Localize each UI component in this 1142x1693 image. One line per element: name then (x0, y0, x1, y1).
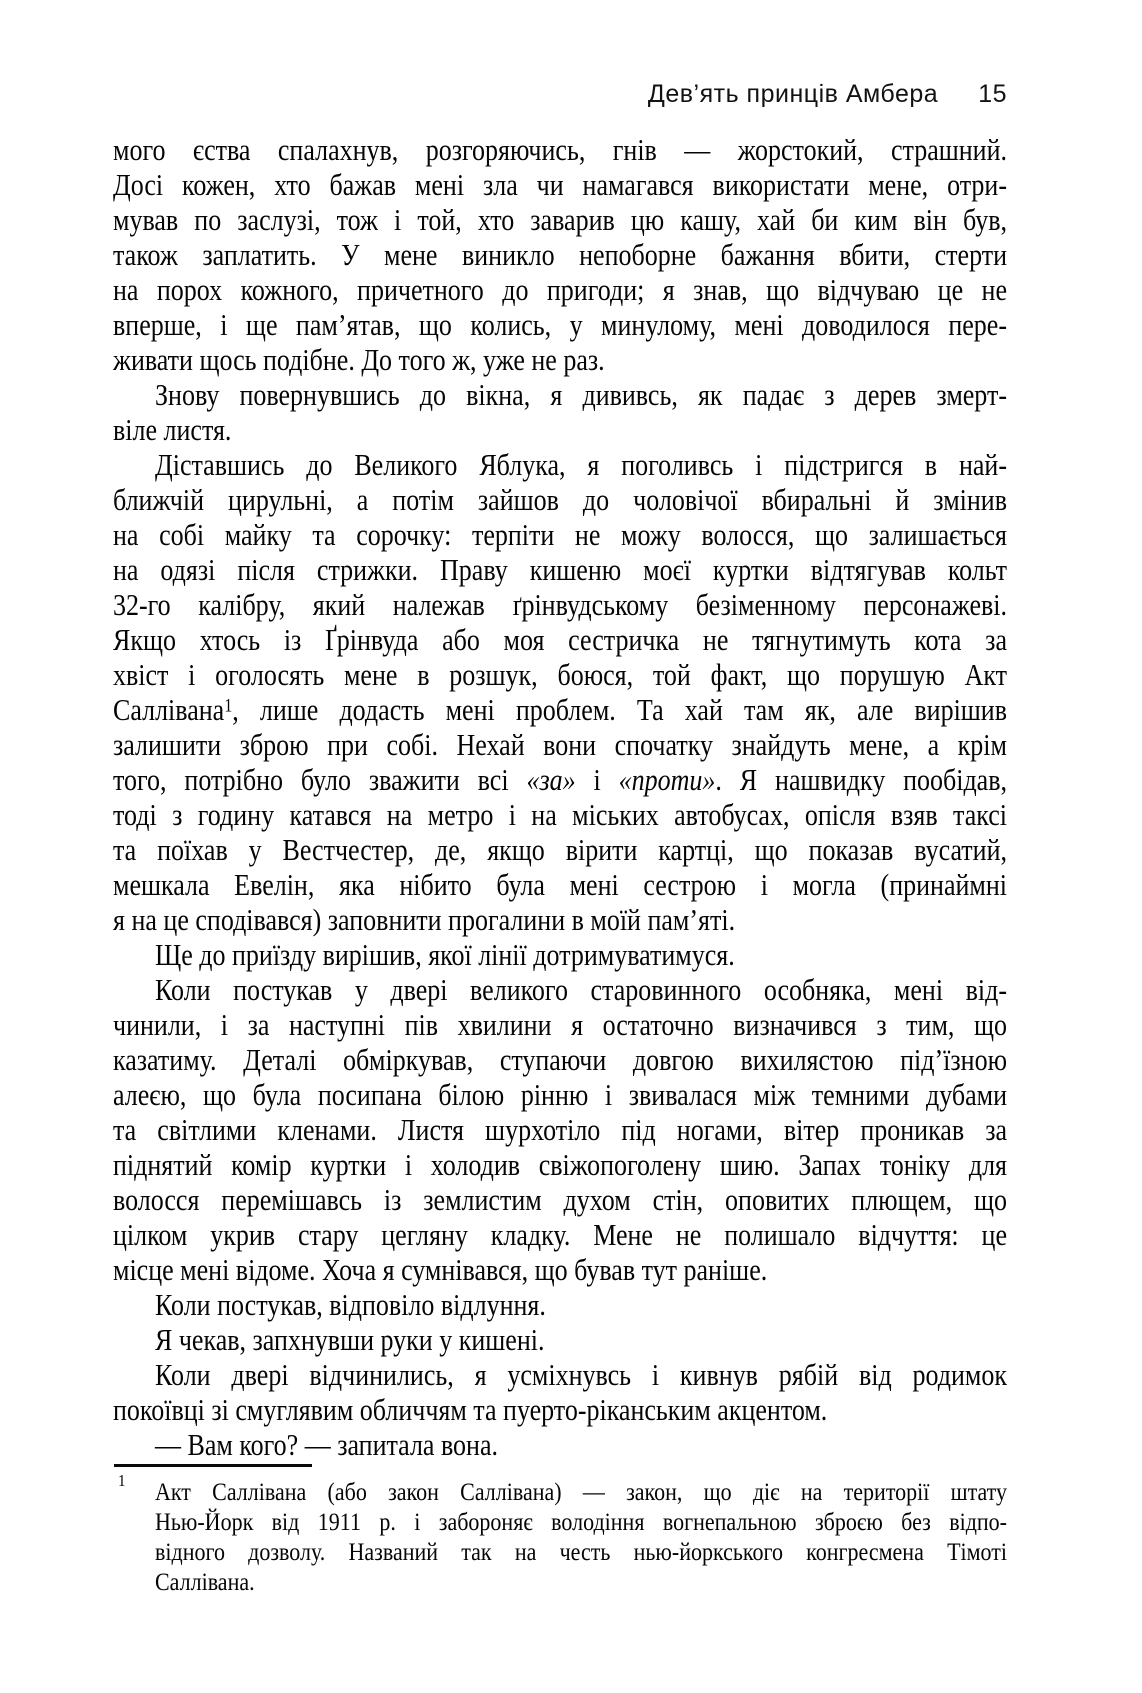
text-line: Якщо хтось із Ґрінвуда або моя сестричка не тягнутимуть кота за (113, 623, 1007, 657)
running-title: Дев’ять принців Амбера (647, 80, 939, 108)
text-line: того, потрібно було зважити всі «за» і «проти». Я нашвидку пообідав, (113, 763, 1007, 797)
running-header (113, 80, 1007, 109)
text-line: казатиму. Деталі обміркував, ступаючи довгою вихилястою під’їзною (113, 1043, 1007, 1077)
text-line: місце мені відоме. Хоча я сумнівався, що бував тут раніше. (113, 1253, 768, 1287)
text-line: залишити зброю при собі. Нехай вони спочатку знайдуть мене, а крім (113, 728, 1007, 762)
text-line: я на це сподівався) заповнити прогалини в моїй пам’яті. (113, 903, 736, 937)
text-line: 32-го калібру, який належав ґрінвудському безіменному персонажеві. (113, 588, 1007, 622)
text-line: вперше, і ще пам’ятав, що колись, у минулому, мені доводилося пере- (113, 308, 1007, 342)
text-line: цілком укрив стару цегляну кладку. Мене не полишало відчуття: це (113, 1218, 1007, 1252)
text-line: та поїхав у Вестчестер, де, якщо вірити картці, що показав вусатий, (113, 833, 1007, 867)
text-line: Нью-Йорк від 1911 р. і забороняє володіння вогнепальною зброєю без відпо- (155, 1507, 1007, 1536)
text-line: Коли постукав, відповіло відлуння. (155, 1288, 546, 1322)
text-line: мував по заслузі, тож і той, хто заварив цю кашу, хай би ким він був, (113, 203, 1007, 237)
text-line: чинили, і за наступні пів хвилини я остаточно визначився з тим, що (113, 1008, 1007, 1042)
text-line: хвіст і оголосять мене в розшук, боюся, той факт, що порушую Акт (113, 658, 1007, 692)
text-line: піднятий комір куртки і холодив свіжопоголену шию. Запах тоніку для (113, 1148, 1007, 1182)
text-line: волосся перемішавсь із землистим духом стін, оповитих плющем, що (113, 1183, 1007, 1217)
text-line: віле листя. (113, 413, 232, 447)
text-line: Коли постукав у двері великого старовинного особняка, мені від- (155, 973, 1007, 1007)
body-text (113, 133, 1007, 1463)
text-line: живати щось подібне. До того ж, уже не раз. (113, 343, 605, 377)
text-line: на одязі після стрижки. Праву кишеню моєї куртки відтягував кольт (113, 553, 1007, 587)
text-line: Діставшись до Великого Яблука, я поголивсь і підстригся в най- (155, 448, 1007, 482)
footnote-text (113, 1477, 1007, 1597)
text-line: тоді з годину катався на метро і на міських автобусах, опісля взяв таксі (113, 798, 1007, 832)
text-line: на порох кожного, причетного до пригоди; я знав, що відчуваю це не (113, 273, 1007, 307)
text-line: мого єства спалахнув, розгоряючись, гнів — жорстокий, страшний. (113, 133, 1007, 167)
text-line: Саллівана. (155, 1567, 255, 1596)
text-line: на собі майку та сорочку: терпіти не можу волосся, що залишається (113, 518, 1007, 552)
text-line: ближчій цирульні, а потім зайшов до чоловічої вбиральні й змінив (113, 483, 1007, 517)
text-line: Акт Саллівана (або закон Саллівана) — закон, що діє на території штату (155, 1477, 1007, 1506)
page-number: 15 (978, 80, 1007, 108)
text-line: відного дозволу. Названий так на честь нью-йоркського конгресмена Тімоті (155, 1537, 1007, 1566)
text-line: Знову повернувшись до вікна, я дививсь, як падає з дерев змерт- (155, 378, 1007, 412)
text-line: та світлими кленами. Листя шурхотіло під ногами, вітер проникав за (113, 1113, 1007, 1147)
text-line: мешкала Евелін, яка нібито була мені сестрою і могла (принаймні (113, 868, 1007, 902)
text-line: Саллівана$^1$, лише додасть мені проблем. Та хай там як, але вирішив (113, 693, 1007, 727)
text-line: Досі кожен, хто бажав мені зла чи намагався використати мене, отри- (113, 168, 1007, 202)
text-line: алеєю, що була посипана білою рінню і звивалася між темними дубами (113, 1078, 1007, 1112)
text-line: Коли двері відчинились, я усміхнувсь і кивнув рябій від родимок (155, 1358, 1007, 1392)
text-line: покоївці зі смуглявим обличчям та пуерто-ріканським акцентом. (113, 1393, 828, 1427)
text-line: Ще до приїзду вирішив, якої лінії дотримуватимуся. (155, 938, 735, 972)
text-line: — Вам кого? — запитала вона. (155, 1428, 499, 1462)
footnote: 1 Акт Саллівана (або закон Саллівана) — закон, що діє на території штату Нью-Йорк від 1911 р. і забороняє володіння вогнепальною зброєю без відпо- відного дозволу. Названий так на честь нью-йоркського конгресмена Тімоті Саллівана. (113, 1477, 1007, 1597)
footnote-divider (114, 1464, 312, 1467)
text-line: Я чекав, запхнувши руки у кишені. (155, 1323, 545, 1357)
text-line: також заплатить. У мене виникло непоборне бажання вбити, стерти (113, 238, 1007, 272)
